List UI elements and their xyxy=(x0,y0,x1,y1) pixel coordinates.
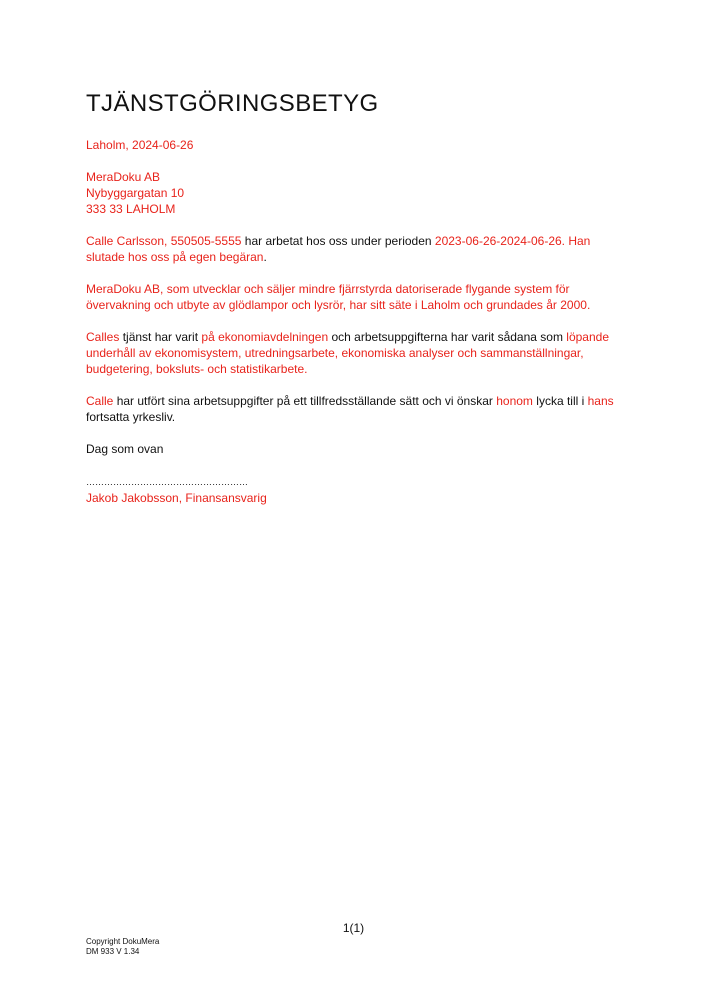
assessment-pronoun2: hans xyxy=(587,394,614,408)
duties-name: Calles xyxy=(86,330,120,344)
footer-version: DM 933 V 1.34 xyxy=(86,947,140,956)
company-name: MeraDoku AB xyxy=(86,170,161,184)
employee-name: Calle Carlsson, 550505-5555 xyxy=(86,234,242,248)
duties-text1: tjänst har varit xyxy=(119,330,202,344)
signatory-name: Jakob Jakobsson, Finansansvarig xyxy=(86,491,267,505)
assessment-text2: lycka till i xyxy=(532,394,588,408)
employment-paragraph xyxy=(86,233,621,265)
footer-copyright: Copyright DokuMera xyxy=(86,937,160,946)
page-number: 1(1) xyxy=(342,921,365,935)
company-description: MeraDoku AB, som utvecklar och säljer mindre fjärrstyrda datoriserade flygande system för övervakning och utbyte av glödlampor och lysrör, har sitt säte i Laholm och grundades år 2000. xyxy=(86,282,591,312)
employment-text: har arbetat hos oss under perioden xyxy=(241,234,435,248)
duties-department: på ekonomiavdelningen xyxy=(201,330,329,344)
document-body xyxy=(86,137,621,522)
assessment-paragraph xyxy=(86,393,621,425)
company-address xyxy=(86,169,621,217)
employment-period: 2023-06-26-2024-06-26. Han slutade hos oss på egen begäran xyxy=(86,234,591,264)
signature-block xyxy=(86,473,621,506)
closing-line: Dag som ovan xyxy=(86,442,164,456)
assessment-name: Calle xyxy=(86,394,114,408)
employment-end: . xyxy=(263,250,267,264)
footer xyxy=(86,937,159,957)
assessment-text1: har utfört sina arbetsuppgifter på ett tillfredsställande sätt och vi önskar xyxy=(113,394,497,408)
signature-line: ……………………………………………… xyxy=(86,477,248,487)
assessment-pronoun1: honom xyxy=(496,394,533,408)
duties-text2: och arbetsuppgifterna har varit sådana som xyxy=(328,330,567,344)
company-postal: 333 33 LAHOLM xyxy=(86,202,176,216)
company-street: Nybyggargatan 10 xyxy=(86,186,185,200)
place-date: Laholm, 2024-06-26 xyxy=(86,138,194,152)
duties-paragraph xyxy=(86,329,621,377)
document-title: TJÄNSTGÖRINGSBETYG xyxy=(86,90,379,117)
duties-tasks: löpande underhåll av ekonomisystem, utredningsarbete, ekonomiska analyser och sammanställningar, budgetering, boksluts- och statistikarbete. xyxy=(86,330,610,376)
assessment-text3: fortsatta yrkesliv. xyxy=(86,410,176,424)
